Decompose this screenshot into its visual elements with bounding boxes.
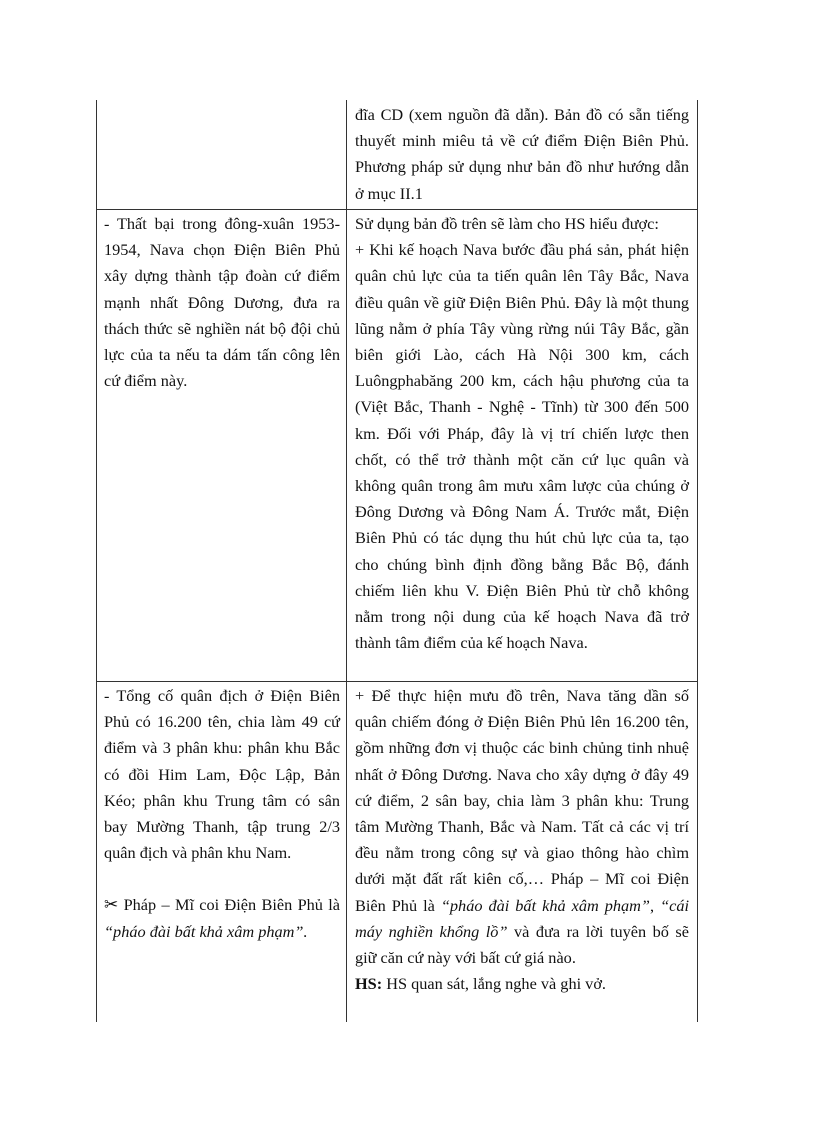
left-cell-row2	[104, 683, 340, 945]
row-divider-2	[96, 681, 697, 682]
row1-left-text: - Thất bại trong đông-xuân 1953-1954, Nava chọn Điện Biên Phủ xây dựng thành tập đoàn cứ điểm mạnh nhất Đông Dương, đưa ra thách thức sẽ nghiền nát bộ đội chủ lực của ta nếu ta dám tấn công lên cứ điểm này.	[104, 214, 340, 391]
table-border-left	[96, 100, 97, 1022]
right-cell-row2	[355, 683, 689, 997]
table-column-divider	[346, 100, 347, 1022]
row2-right-body: + Để thực hiện mưu đồ trên, Nava tăng dần số quân chiếm đóng ở Điện Biên Phủ lên 16.200 tên, gồm những đơn vị thuộc các binh chủng tinh nhuệ nhất ở Đông Dương. Nava cho xây dựng ở đây 49 cứ điểm, 2 sân bay, chia làm 3 phân khu: Trung tâm Mường Thanh, Bắc và Nam. Tất cả các vị trí đều nằm trong công sự và giao thông hào chìm dưới mặt đất rất kiên cố,… Pháp – Mĩ coi Điện Biên Phủ là “pháo đài bất khả xâm phạm”, “cái máy nghiền khổng lồ” và đưa ra lời tuyên bố sẽ giữ căn cứ này với bất cứ giá nào.	[355, 686, 690, 968]
row-divider-1	[96, 209, 697, 210]
row1-right-body: + Khi kế hoạch Nava bước đầu phá sản, phát hiện quân chủ lực của ta tiến quân lên Tây Bắc, Nava điều quân về giữ Điện Biên Phủ. Đây là một thung lũng nằm ở phía Tây vùng rừng núi Tây Bắc, gần biên giới Lào, cách Hà Nội 300 km, cách Luôngphabăng 200 km, cách hậu phương của ta (Việt Bắc, Thanh - Nghệ - Tĩnh) từ 300 đến 500 km. Đối với Pháp, đây là vị trí chiến lược then chốt, có thể trở thành một căn cứ lục quân và không quân trong âm mưu xâm lược của chúng ở Đông Dương và Đông Nam Á. Trước mắt, Điện Biên Phủ có tác dụng thu hút chủ lực của ta, tạo cho chúng bình định đồng bằng Bắc Bộ, đánh chiếm liên khu V. Điện Biên Phủ từ chỗ không nằm trong nội dung của kế hoạch Nava đã trở thành tâm điểm của kế hoạch Nava.	[355, 240, 689, 653]
table-border-right	[697, 100, 698, 1022]
right-cell-continuation: đĩa CD (xem nguồn đã dẫn). Bản đồ có sẵn tiếng thuyết minh miêu tả về cứ điểm Điện Biên Phủ. Phương pháp sử dụng như bản đồ như hướng dẫn ở mục II.1	[355, 105, 689, 203]
row1-right-intro: Sử dụng bản đồ trên sẽ làm cho HS hiểu được:	[355, 214, 659, 233]
left-cell-row1	[104, 211, 340, 394]
hs-label: HS:	[355, 974, 383, 994]
right-cell-row1	[355, 211, 689, 656]
row2-left-note: ✂ Pháp – Mĩ coi Điện Biên Phủ là “pháo đài bất khả xâm phạm”.	[104, 895, 340, 941]
hs-note: HS: HS quan sát, lắng nghe và ghi vở.	[355, 974, 607, 994]
row2-left-text: - Tổng cố quân địch ở Điện Biên Phủ có 16.200 tên, chia làm 49 cứ điểm và 3 phân khu: phân khu Bắc có đồi Him Lam, Độc Lập, Bản Kéo; phân khu Trung tâm có sân bay Mường Thanh, tập trung 2/3 quân địch và phân khu Nam.	[104, 686, 340, 863]
scissors-icon: ✂	[104, 895, 119, 916]
